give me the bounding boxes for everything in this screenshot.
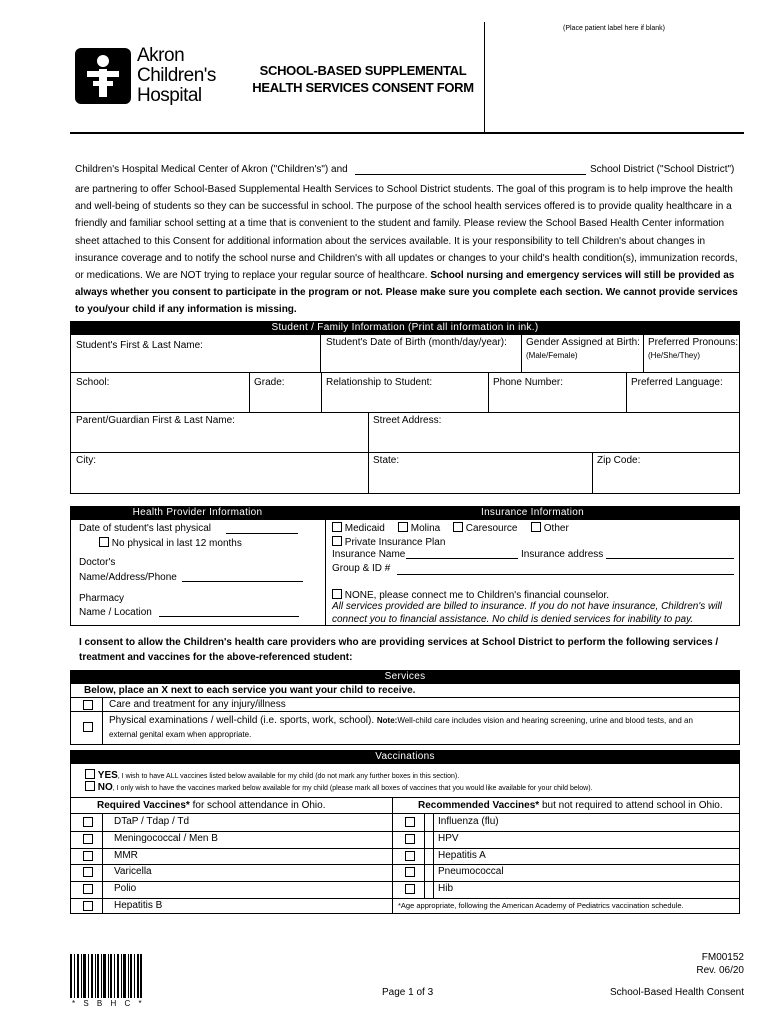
rule xyxy=(433,813,434,898)
rule xyxy=(521,334,522,372)
required-vaccine-label: Varicella xyxy=(114,866,152,878)
intro-paragraph xyxy=(75,181,745,319)
physical-note-2: external genital exam when appropriate. xyxy=(109,730,252,739)
yes-option[interactable] xyxy=(85,769,459,781)
no-text: , I only wish to have the vaccines marked below available for my child (please mark all boxes of vaccines that you would like available for your child below). xyxy=(112,785,593,792)
vaccine-row-divider xyxy=(70,881,740,882)
vaccine-row-divider xyxy=(70,864,740,865)
street-label[interactable]: Street Address: xyxy=(373,415,442,426)
private-option[interactable] xyxy=(332,536,445,548)
doctor-field[interactable] xyxy=(182,581,303,582)
logo-line-2: Children's xyxy=(137,65,216,86)
school-district-field[interactable] xyxy=(355,174,586,175)
rule xyxy=(392,797,393,914)
no-checkbox[interactable] xyxy=(85,781,95,791)
private-checkbox[interactable] xyxy=(332,536,342,546)
gender-sub: (Male/Female) xyxy=(526,351,578,360)
insurance-address-label: Insurance address xyxy=(521,549,604,560)
molina-checkbox[interactable] xyxy=(398,522,408,532)
barcode-icon xyxy=(70,954,142,998)
page-number: Page 1 of 3 xyxy=(382,987,434,998)
yes-label: YES xyxy=(97,770,118,781)
header-divider xyxy=(484,22,485,133)
recommended-vaccine-label: Hepatitis A xyxy=(438,849,486,861)
recommended-vaccine-label: Pneumococcal xyxy=(438,866,504,878)
rule xyxy=(592,452,593,494)
private-text: Private Insurance Plan xyxy=(344,537,446,548)
recommended-bottom-rule xyxy=(392,898,740,899)
group-id-field[interactable] xyxy=(397,574,734,575)
recommended-heading xyxy=(418,800,723,811)
recommended-vaccine-checkbox[interactable] xyxy=(405,834,415,844)
recommended-vaccine-checkbox[interactable] xyxy=(405,867,415,877)
rule xyxy=(626,372,627,412)
rule xyxy=(70,452,740,453)
other-text: Other xyxy=(543,523,569,534)
form-revision: Rev. 06/20 xyxy=(696,965,744,976)
header-rule xyxy=(70,132,744,134)
grade-label[interactable]: Grade: xyxy=(254,377,285,388)
molina-text: Molina xyxy=(410,523,441,534)
required-vaccine-checkbox[interactable] xyxy=(83,867,93,877)
form-number: FM00152 xyxy=(701,952,744,963)
recommended-rest: but not required to attend school in Ohio. xyxy=(539,800,723,811)
student-info-box xyxy=(70,334,740,494)
state-label[interactable]: State: xyxy=(373,455,400,466)
pronouns-label[interactable]: Preferred Pronouns: xyxy=(648,337,739,348)
rule xyxy=(70,813,740,814)
vaccinations-section-header: Vaccinations xyxy=(70,750,740,763)
medicaid-checkbox[interactable] xyxy=(332,522,342,532)
required-vaccine-checkbox[interactable] xyxy=(83,901,93,911)
barcode-text: * S B H C * xyxy=(72,999,145,1008)
required-vaccine-label: Hepatitis B xyxy=(114,900,163,911)
patient-label-note: (Place patient label here if blank) xyxy=(563,25,665,32)
rule xyxy=(70,372,740,373)
gender-label[interactable]: Gender Assigned at Birth: xyxy=(526,337,640,348)
recommended-vaccine-checkbox[interactable] xyxy=(405,884,415,894)
recommended-vaccine-checkbox[interactable] xyxy=(405,817,415,827)
intro-bold: School nursing and emergency services will still be provided as always whether you consent to participate in the program or not. Please make sure you complete each section. We cannot provide services to you/your child if any information is missing. xyxy=(75,270,738,316)
note-label: Note: xyxy=(376,716,398,725)
rule xyxy=(325,519,326,626)
no-physical-option[interactable] xyxy=(99,537,242,549)
phone-label[interactable]: Phone Number: xyxy=(493,377,564,388)
required-bold: Required Vaccines* xyxy=(97,800,190,811)
pharmacy-label-1: Pharmacy xyxy=(79,593,125,604)
school-label[interactable]: School: xyxy=(76,377,110,388)
none-text: NONE, please connect me to Children's financial counselor. xyxy=(344,590,610,601)
none-option[interactable] xyxy=(332,589,609,601)
dob-label[interactable]: Student's Date of Birth (month/day/year): xyxy=(326,337,507,348)
rule xyxy=(368,412,369,494)
yes-checkbox[interactable] xyxy=(85,769,95,779)
required-heading xyxy=(97,800,325,811)
medicaid-option[interactable] xyxy=(332,522,385,534)
services-instruction: Below, place an X next to each service you want your child to receive. xyxy=(84,685,416,696)
title-line-2: HEALTH SERVICES CONSENT FORM xyxy=(252,80,474,95)
no-option[interactable] xyxy=(85,781,593,793)
title-line-1: SCHOOL-BASED SUPPLEMENTAL xyxy=(259,63,467,78)
none-checkbox[interactable] xyxy=(332,589,342,599)
required-vaccine-label: MMR xyxy=(114,849,138,861)
rule xyxy=(70,711,740,712)
caresource-text: Caresource xyxy=(465,523,518,534)
molina-option[interactable] xyxy=(398,522,440,534)
other-option[interactable] xyxy=(531,522,569,534)
hospital-logo-icon xyxy=(75,48,131,104)
insurance-name-field[interactable] xyxy=(406,558,518,559)
doctor-label-2: Name/Address/Phone xyxy=(79,572,177,583)
intro-lead: Children's Hospital Medical Center of Akron ("Children's") and xyxy=(75,164,348,175)
pronouns-sub: (He/She/They) xyxy=(648,351,701,360)
hospital-logo-text xyxy=(137,46,216,106)
age-note: *Age appropriate, following the American Academy of Pediatrics vaccination schedule. xyxy=(398,901,684,910)
intro-body: are partnering to offer School-Based Supplemental Health Services to School District students. The goal of this program is to help improve the health and well-being of students so they can be successful in school. The purpose of the school health services offered is to provide quality healthcare in a friendly and familiar school setting at a time that is convenient to the student and family. Please review the School Based Health Center information sheet attached to this Consent for additional information about the services available. It is your responsibility to tell Children's about changes in insurance coverage and to notify the school nurse and Children's with all updates or changes to your child's health condition(s), immunization records, or medications. We are NOT trying to replace your regular source of healthcare. xyxy=(75,184,738,282)
no-physical-text: No physical in last 12 months xyxy=(111,538,242,549)
insurance-section-header: Insurance Information xyxy=(325,506,740,519)
logo-line-3: Hospital xyxy=(137,85,202,106)
recommended-vaccine-label: HPV xyxy=(438,832,459,844)
recommended-vaccine-label: Influenza (flu) xyxy=(438,816,499,827)
care-checkbox[interactable] xyxy=(83,700,93,710)
logo-line-1: Akron xyxy=(137,45,185,66)
rule xyxy=(643,334,644,372)
pharmacy-label-2: Name / Location xyxy=(79,607,152,618)
rule xyxy=(321,372,322,412)
rule xyxy=(70,697,740,698)
provider-section-header: Health Provider Information xyxy=(70,506,325,519)
required-vaccine-label: Polio xyxy=(114,883,137,895)
care-label: Care and treatment for any injury/illness xyxy=(109,699,286,710)
required-vaccine-checkbox[interactable] xyxy=(83,834,93,844)
zip-label[interactable]: Zip Code: xyxy=(597,455,641,466)
yes-text: , I wish to have ALL vaccines listed below available for my child (do not mark any further boxes in this section). xyxy=(117,773,460,780)
language-label[interactable]: Preferred Language: xyxy=(631,377,723,388)
note-text: Well-child care includes vision and hearing screening, urine and blood tests, and an xyxy=(397,716,693,725)
rule xyxy=(102,697,103,745)
rule xyxy=(70,797,740,798)
form-title xyxy=(248,62,478,96)
vaccine-row-divider xyxy=(70,898,392,899)
recommended-vaccine-checkbox[interactable] xyxy=(405,851,415,861)
caresource-option[interactable] xyxy=(453,522,517,534)
recommended-vaccine-label: Hib xyxy=(438,883,454,895)
physical-label xyxy=(109,715,693,726)
no-label: NO xyxy=(97,782,113,793)
required-vaccine-label: DTaP / Tdap / Td xyxy=(114,816,190,827)
rule xyxy=(424,813,425,898)
student-section-header: Student / Family Information (Print all information in ink.) xyxy=(70,321,740,334)
insurance-name-label: Insurance Name xyxy=(332,549,406,560)
consent-statement: I consent to allow the Children's health care providers who are providing services at School District to perform the following services / treatment and vaccines for the above-referenced student: xyxy=(79,637,719,663)
required-vaccine-checkbox[interactable] xyxy=(83,817,93,827)
services-section-header: Services xyxy=(70,670,740,683)
vaccine-row-divider xyxy=(70,848,740,849)
vaccine-row-divider xyxy=(70,831,740,832)
rule xyxy=(320,334,321,372)
other-checkbox[interactable] xyxy=(531,522,541,532)
insurance-address-field[interactable] xyxy=(606,558,734,559)
medicaid-text: Medicaid xyxy=(344,523,385,534)
required-vaccine-checkbox[interactable] xyxy=(83,884,93,894)
guardian-label[interactable]: Parent/Guardian First & Last Name: xyxy=(76,415,235,426)
physical-text: Physical examinations / well-child (i.e. sports, work, school). xyxy=(109,715,375,726)
no-physical-checkbox[interactable] xyxy=(99,537,109,547)
required-rest: for school attendance in Ohio. xyxy=(189,800,326,811)
pharmacy-field[interactable] xyxy=(159,616,299,617)
recommended-bold: Recommended Vaccines* xyxy=(418,800,540,811)
intro-district: School District ("School District") xyxy=(590,164,735,175)
form-name: School-Based Health Consent xyxy=(610,987,744,998)
required-vaccine-checkbox[interactable] xyxy=(83,851,93,861)
last-physical-label: Date of student's last physical xyxy=(79,523,211,534)
rule xyxy=(488,372,489,412)
insurance-note: All services provided are billed to insurance. If you do not have insurance, Children's will connect you to financial assistance. No child is denied services for inability to pay. xyxy=(332,601,722,625)
doctor-label-1: Doctor's xyxy=(79,557,116,568)
group-id-label: Group & ID # xyxy=(332,563,391,574)
student-name-label[interactable]: Student's First & Last Name: xyxy=(76,340,203,351)
caresource-checkbox[interactable] xyxy=(453,522,463,532)
city-label[interactable]: City: xyxy=(76,455,96,466)
rule xyxy=(70,412,740,413)
required-vaccine-label: Meningococcal / Men B xyxy=(114,832,218,844)
last-physical-field[interactable] xyxy=(226,533,298,534)
relationship-label[interactable]: Relationship to Student: xyxy=(326,377,433,388)
physical-checkbox[interactable] xyxy=(83,722,93,732)
rule xyxy=(249,372,250,412)
